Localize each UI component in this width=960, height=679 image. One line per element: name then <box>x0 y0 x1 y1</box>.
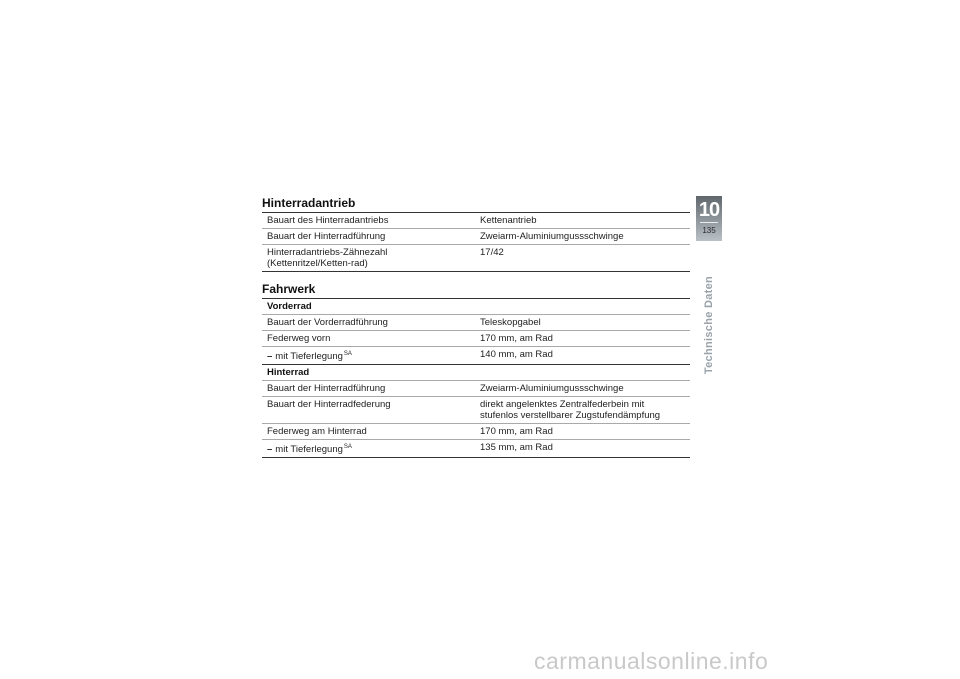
table-row <box>262 331 690 347</box>
watermark: carmanualsonline.info <box>534 648 769 674</box>
row-value: Zweiarm-Aluminiumgussschwinge <box>475 381 690 397</box>
row-label <box>262 440 475 458</box>
subheading-vorderrad: Vorderrad <box>262 299 690 315</box>
table-row <box>262 229 690 245</box>
row-value: 170 mm, am Rad <box>475 424 690 440</box>
row-label: Bauart des Hinterradantriebs <box>262 213 475 229</box>
row-value: 135 mm, am Rad <box>475 440 690 458</box>
row-label: Bauart der Hinterradfederung <box>262 397 475 424</box>
row-label: Bauart der Vorderradführung <box>262 315 475 331</box>
table-hinterradantrieb <box>262 212 690 272</box>
chapter-divider <box>700 222 718 223</box>
row-value: Teleskopgabel <box>475 315 690 331</box>
table-row <box>262 397 690 424</box>
row-value: 17/42 <box>475 245 690 272</box>
row-label: Federweg am Hinterrad <box>262 424 475 440</box>
table-fahrwerk <box>262 298 690 458</box>
chapter-tab <box>696 196 722 241</box>
row-value: 170 mm, am Rad <box>475 331 690 347</box>
row-label: Federweg vorn <box>262 331 475 347</box>
row-value: Kettenantrieb <box>475 213 690 229</box>
chapter-number: 10 <box>698 199 720 221</box>
row-label: Bauart der Hinterradführung <box>262 229 475 245</box>
table-row <box>262 424 690 440</box>
table-row <box>262 315 690 331</box>
dash-icon: – <box>267 351 273 362</box>
subheading-row <box>262 365 690 381</box>
table-row <box>262 440 690 458</box>
subheading-row <box>262 299 690 315</box>
page-number: 135 <box>702 226 716 235</box>
table-row <box>262 245 690 272</box>
sa-marker: SA <box>343 444 352 450</box>
row-value: Zweiarm-Aluminiumgussschwinge <box>475 229 690 245</box>
chapter-side-title: Technische Daten <box>703 275 715 375</box>
row-label: Bauart der Hinterradführung <box>262 381 475 397</box>
section-title-fahrwerk: Fahrwerk <box>262 282 316 296</box>
table-row <box>262 347 690 365</box>
row-value: direkt angelenktes Zentralfederbein mit stufenlos verstellbarer Zugstufendämpfung <box>475 397 690 424</box>
spec-content <box>262 194 690 458</box>
subheading-hinterrad: Hinterrad <box>262 365 690 381</box>
table-row <box>262 381 690 397</box>
row-label-text: mit Tieferlegung <box>275 351 343 362</box>
row-value: 140 mm, am Rad <box>475 347 690 365</box>
row-label-text: mit Tieferlegung <box>275 444 343 455</box>
row-label <box>262 347 475 365</box>
section-title-hinterradantrieb: Hinterradantrieb <box>262 196 356 210</box>
table-row <box>262 213 690 229</box>
row-label: Hinterradantriebs-Zähnezahl (Kettenritzel/Ketten-rad) <box>262 245 475 272</box>
dash-icon: – <box>267 444 273 455</box>
sa-marker: SA <box>343 351 352 357</box>
